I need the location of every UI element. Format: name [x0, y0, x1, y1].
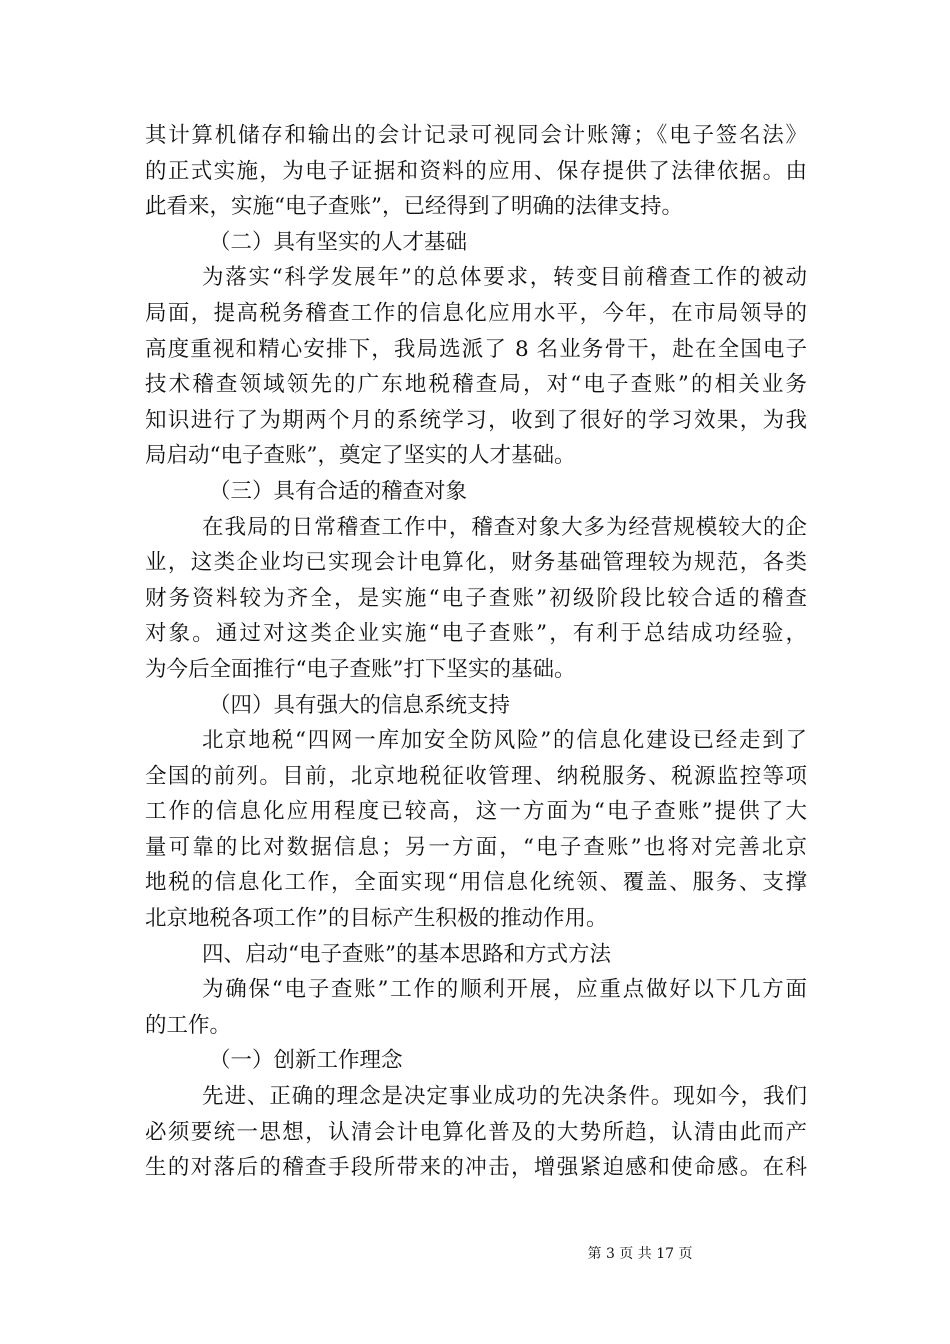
text-line: 的工作。	[145, 1012, 232, 1038]
text-line: 高度重视和精心安排下，我局选派了 8 名业务骨干，赴在全国电子	[145, 336, 807, 362]
text-line: 业，这类企业均已实现会计电算化，财务基础管理较为规范，各类	[145, 550, 807, 576]
text-line: 其计算机储存和输出的会计记录可视同会计账簿；《电子签名法》	[145, 123, 807, 148]
text-line: 北京地税各项工作”的目标产生积极的推动作用。	[145, 906, 608, 932]
section-heading: （一）创新工作理念	[209, 1048, 403, 1074]
page-number-text: 第 3 页 共 17 页	[587, 1246, 693, 1262]
text-line: 为确保“电子查账”工作的顺利开展，应重点做好以下几方面	[202, 977, 807, 1003]
text-line: 先进、正确的理念是决定事业成功的先决条件。现如今，我们	[202, 1084, 807, 1110]
section-heading: （四）具有强大的信息系统支持	[209, 692, 511, 718]
text-line: 地税的信息化工作，全面实现“用信息化统领、覆盖、服务、支撑	[145, 870, 807, 896]
text-line: 局启动“电子查账”，奠定了坚实的人才基础。	[145, 443, 576, 469]
text-line: 必须要统一思想，认清会计电算化普及的大势所趋，认清由此而产	[145, 1119, 807, 1145]
section-heading: （三）具有合适的稽查对象	[209, 478, 468, 504]
text-line: 北京地税“四网一库加安全防风险”的信息化建设已经走到了	[202, 728, 807, 754]
body-text	[145, 118, 807, 1186]
text-line: 财务资料较为齐全，是实施“电子查账”初级阶段比较合适的稽查	[145, 585, 807, 611]
text-line: 量可靠的比对数据信息；另一方面，“电子查账”也将对完善北京	[145, 834, 807, 860]
text-line: 的正式实施，为电子证据和资料的应用、保存提供了法律依据。由	[145, 158, 807, 184]
text-line: 为落实“科学发展年”的总体要求，转变目前稽查工作的被动	[202, 265, 807, 291]
section-heading: （二）具有坚实的人才基础	[209, 229, 468, 255]
text-line: 技术稽查领域领先的广东地税稽查局，对“电子查账”的相关业务	[145, 372, 807, 398]
text-line: 此看来，实施“电子查账”，已经得到了明确的法律支持。	[145, 194, 683, 220]
text-line: 生的对落后的稽查手段所带来的冲击，增强紧迫感和使命感。在科	[145, 1155, 807, 1181]
page-number-footer	[0, 1243, 950, 1263]
text-line: 四、启动“电子查账”的基本思路和方式方法	[202, 941, 611, 967]
text-line: 知识进行了为期两个月的系统学习，收到了很好的学习效果，为我	[145, 407, 807, 433]
text-line: 对象。通过对这类企业实施“电子查账”，有利于总结成功经验，	[145, 621, 807, 647]
text-line: 为今后全面推行“电子查账”打下坚实的基础。	[145, 656, 576, 682]
text-line: 局面，提高税务稽查工作的信息化应用水平，今年，在市局领导的	[145, 300, 807, 326]
text-line: 全国的前列。目前，北京地税征收管理、纳税服务、税源监控等项	[145, 763, 807, 789]
text-line: 工作的信息化应用程度已较高，这一方面为“电子查账”提供了大	[145, 799, 807, 825]
text-line: 在我局的日常稽查工作中，稽查对象大多为经营规模较大的企	[202, 514, 807, 540]
